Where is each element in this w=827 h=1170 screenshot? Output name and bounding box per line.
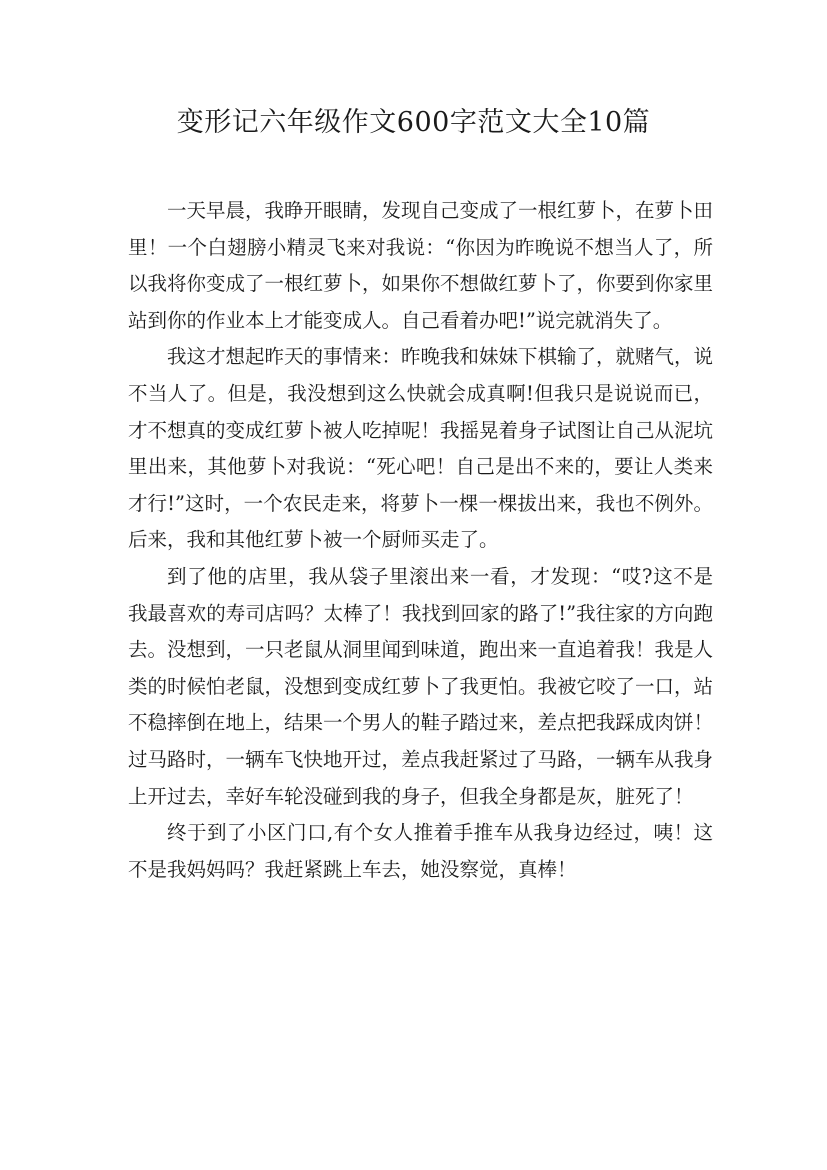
document-body [128, 193, 713, 888]
document-title: 变形记六年级作文600字范文大全10篇 [176, 107, 651, 138]
paragraph-4: 终于到了小区门口,有个女人推着手推车从我身边经过，咦！这不是我妈妈吗？我赶紧跳上车去，她没察觉，真棒！ [128, 821, 713, 881]
paragraph-1: 一天早晨，我睁开眼睛，发现自己变成了一根红萝卜，在萝卜田里！一个白翅膀小精灵飞来对我说：“你因为昨晚说不想当人了，所以我将你变成了一根红萝卜，如果你不想做红萝卜了，你要到你家里站到你的作业本上才能变成人。自己看着办吧!”说完就消失了。 [128, 199, 714, 332]
paragraph-2: 我这才想起昨天的事情来：昨晚我和妹妹下棋输了，就赌气，说不当人了。但是，我没想到这么快就会成真啊!但我只是说说而已，才不想真的变成红萝卜被人吃掉呢！我摇晃着身子试图让自己从泥坑里出来，其他萝卜对我说：“死心吧！自己是出不来的，要让人类来才行!”这时，一个农民走来，将萝卜一棵一棵拔出来，我也不例外。后来，我和其他红萝卜被一个厨师买走了。 [128, 345, 714, 552]
paragraph-3: 到了他的店里，我从袋子里滚出来一看，才发现：“哎?这不是我最喜欢的寿司店吗？太棒了！我找到回家的路了!”我往家的方向跑去。没想到，一只老鼠从洞里闻到味道，跑出来一直追着我！我是人类的时候怕老鼠，没想到变成红萝卜了我更怕。我被它咬了一口，站不稳摔倒在地上，结果一个男人的鞋子踏过来，差点把我踩成肉饼！过马路时，一辆车飞快地开过，差点我赶紧过了马路，一辆车从我身上开过去，幸好车轮没碰到我的身子，但我全身都是灰，脏死了！ [128, 564, 714, 808]
